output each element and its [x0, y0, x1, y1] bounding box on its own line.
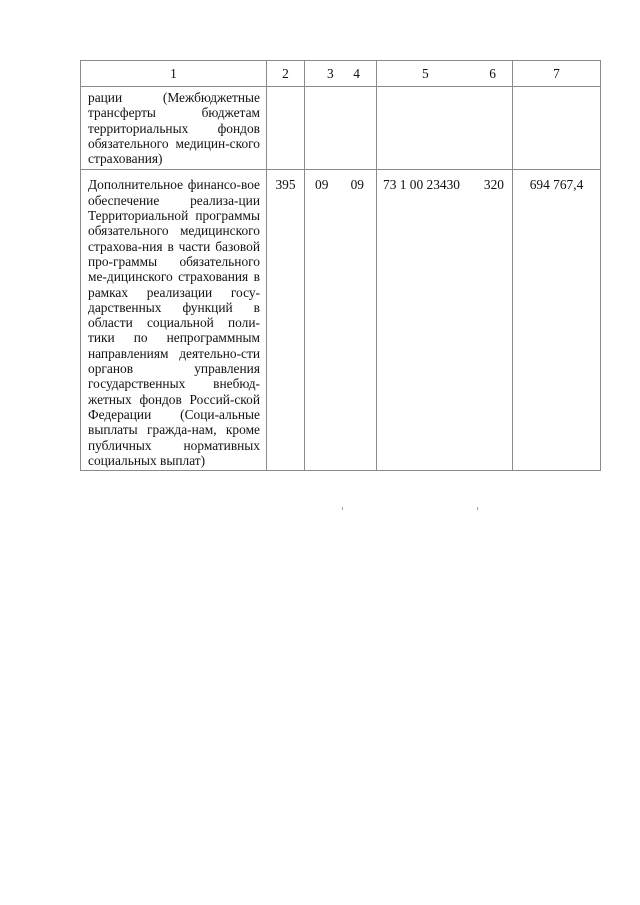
table-divider-tick [342, 507, 343, 510]
row-2-pr: 09 [350, 177, 364, 193]
budget-table [80, 60, 601, 471]
row-2-vr: 320 [483, 177, 504, 193]
header-col-3-label: 3 [327, 66, 334, 82]
table-divider-tick [477, 507, 478, 510]
header-col-1-label: 1 [170, 66, 177, 82]
header-col-7-label: 7 [553, 66, 560, 82]
header-col-5-6 [377, 61, 513, 87]
table-row [81, 170, 601, 471]
row-2-name: Дополнительное финансо-вое обеспечение реализа-ции Территориальной программы обязательного медицинского страхова-ния в части базовой про-граммы обязательного ме-дицинского страхования в рамках реализации госу-дарственных функций в области социальной поли-тики по непрограммным направлениям деятельно-сти органов управления государственных внебюд-жетных фондов Россий-ской Федерации (Соци-альные выплаты гражда-нам, кроме публичных нормативных социальных выплат) [88, 177, 260, 468]
row-2-ved-cell [267, 170, 305, 471]
row-2-sum: 694 767,4 [529, 177, 584, 193]
header-col-2 [267, 61, 305, 87]
row-1-name-cell [81, 87, 267, 170]
row-1-ved-cell [267, 87, 305, 170]
row-2-rz: 09 [315, 177, 329, 193]
row-2-ved: 395 [275, 177, 296, 193]
header-col-2-label: 2 [282, 66, 289, 82]
header-col-3-4 [305, 61, 377, 87]
row-1-name: рации (Межбюджетные трансферты бюджетам территориальных фондов обязательного медицин-ского страхования) [88, 90, 260, 167]
header-col-4-label: 4 [353, 66, 360, 82]
header-col-6-label: 6 [489, 66, 496, 82]
header-col-5-label: 5 [422, 66, 429, 82]
table-header-row [81, 61, 601, 87]
row-2-sum-cell [513, 170, 601, 471]
table-row [81, 87, 601, 170]
header-col-7 [513, 61, 601, 87]
row-1-sum-cell [513, 87, 601, 170]
row-1-csr-vr-cell [377, 87, 513, 170]
row-1-rz-pr-cell [305, 87, 377, 170]
row-2-rz-pr-cell [305, 170, 377, 471]
row-2-name-cell [81, 170, 267, 471]
row-2-csr-vr-cell [377, 170, 513, 471]
row-2-csr: 73 1 00 23430 [383, 177, 460, 193]
header-col-1 [81, 61, 267, 87]
